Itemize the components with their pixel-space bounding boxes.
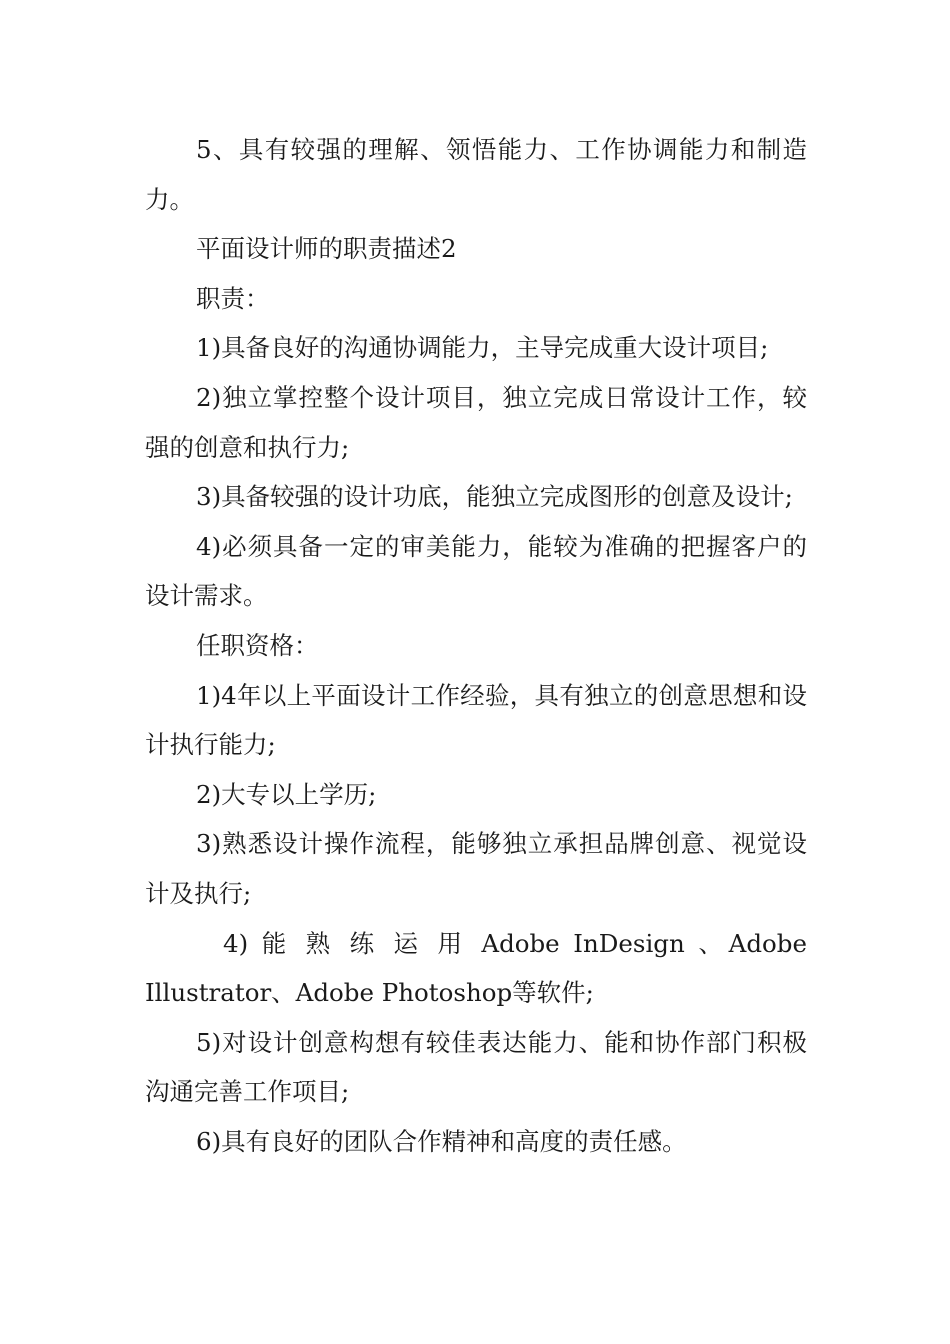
subheading-responsibilities: 职责： [196, 283, 270, 313]
qualification-item-3: 3)熟悉设计操作流程，能够独立承担品牌创意、视觉设计及执行; [145, 829, 807, 908]
paragraph-ability: 5、具有较强的理解、领悟能力、工作协调能力和制造力。 [145, 135, 807, 214]
qualification-item-2: 2)大专以上学历; [196, 779, 377, 809]
section-heading-job-description-2: 平面设计师的职责描述2 [196, 234, 457, 264]
qualification-item-4: 4) 能 熟 练 运 用 Adobe InDesign 、Adobe Illustrator、Adobe Photoshop等软件; [145, 928, 807, 1008]
responsibility-item-2: 2)独立掌控整个设计项目，独立完成日常设计工作，较强的创意和执行力; [145, 382, 807, 462]
qualification-item-6: 6)具有良好的团队合作精神和高度的责任感。 [196, 1126, 687, 1156]
qualification-item-1: 1)4年以上平面设计工作经验，具有独立的创意思想和设计执行能力; [145, 680, 807, 760]
document-body [145, 125, 807, 1166]
responsibility-item-3: 3)具备较强的设计功底，能独立完成图形的创意及设计; [196, 482, 793, 512]
responsibility-item-1: 1)具备良好的沟通协调能力，主导完成重大设计项目; [196, 333, 769, 363]
subheading-qualifications: 任职资格： [196, 630, 319, 660]
qualification-item-5: 5)对设计创意构想有较佳表达能力、能和协作部门积极沟通完善工作项目; [145, 1027, 807, 1107]
responsibility-item-4: 4)必须具备一定的审美能力，能较为准确的把握客户的设计需求。 [145, 531, 807, 611]
